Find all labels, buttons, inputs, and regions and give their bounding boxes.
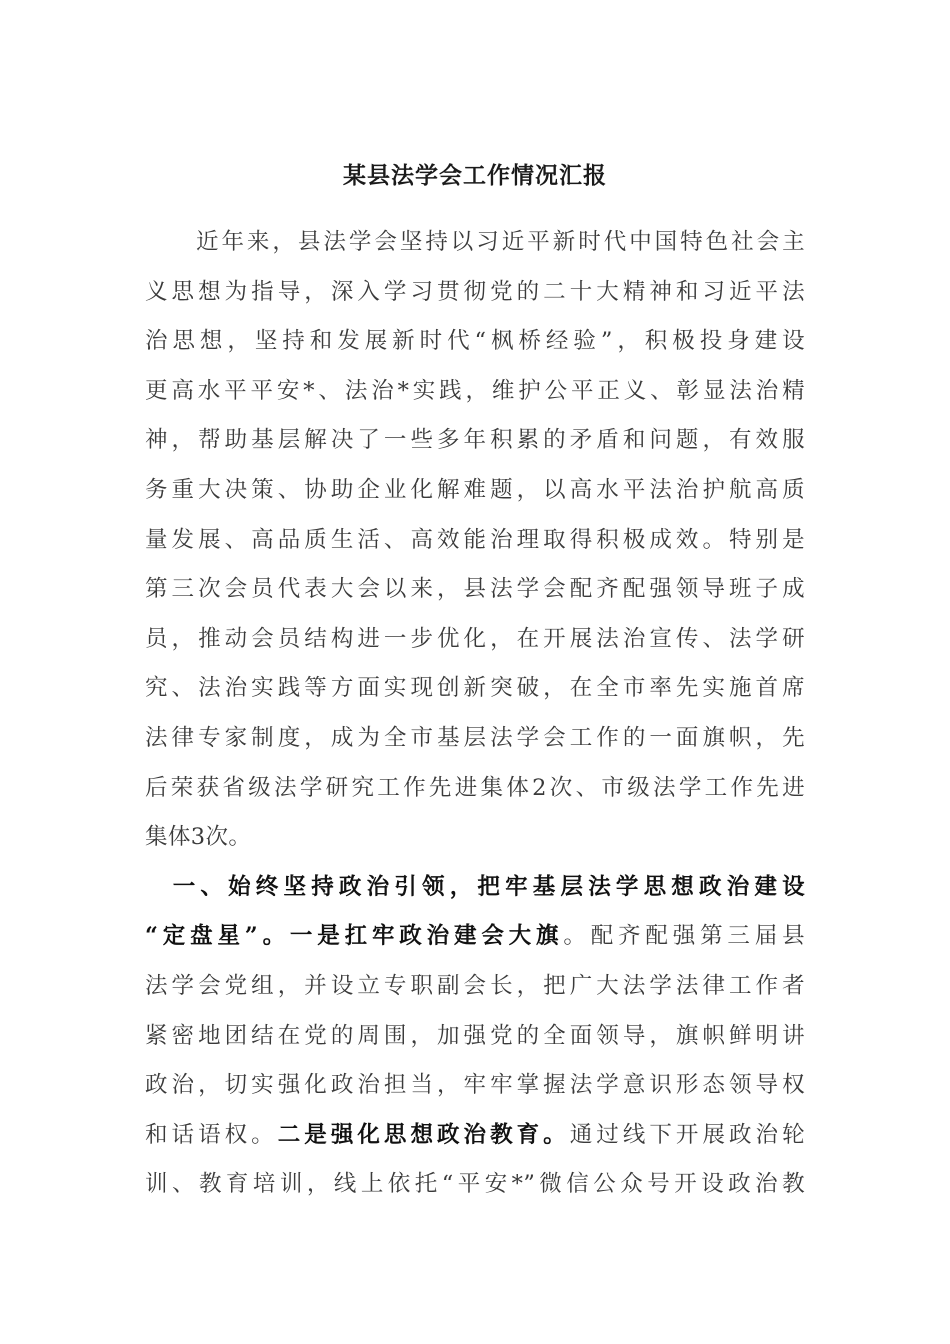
intro-line-13: 集体3次。 [145, 824, 252, 851]
section-heading-tail: 。配齐配强第三届县 [563, 923, 805, 950]
intro-line-8: 第三次会员代表大会以来，县法学会配齐配强领导班子成 [145, 576, 805, 603]
document-body [145, 218, 805, 1210]
intro-line-5: 神，帮助基层解决了一些多年积累的矛盾和问题，有效服 [145, 427, 805, 454]
section-line-1: 法学会党组，并设立专职副会长，把广大法学法律工作者 [145, 972, 805, 999]
section-mixed-bold: 二是强化思想政治教育。 [277, 1121, 570, 1148]
intro-line-11: 法律专家制度，成为全市基层法学会工作的一面旗帜，先 [145, 724, 805, 751]
section-line-3: 政治，切实强化政治担当，牢牢掌握法学意识形态领导权 [145, 1072, 805, 1099]
intro-line-7: 量发展、高品质生活、高效能治理取得积极成效。特别是 [145, 526, 805, 553]
intro-line-9: 员，推动会员结构进一步优化，在开展法治宣传、法学研 [145, 625, 805, 652]
intro-line-1: 近年来，县法学会坚持以习近平新时代中国特色社会主 [145, 229, 805, 255]
section-heading-bold: “定盘星”。一是扛牢政治建会大旗 [145, 923, 564, 950]
section-line-last: 训、教育培训，线上依托“平安*”微信公众号开设政治教 [145, 1171, 805, 1198]
intro-line-4: 更高水平平安*、法治*实践，维护公平正义、彰显法治精 [145, 377, 805, 404]
intro-line-6: 务重大决策、协助企业化解难题，以高水平法治护航高质 [145, 476, 805, 503]
section-line-mixed [145, 1111, 805, 1161]
intro-line-2: 义思想为指导，深入学习贯彻党的二十大精神和习近平法 [145, 278, 805, 305]
section-heading-line-1: 一、始终坚持政治引领，把牢基层法学思想政治建设 [145, 873, 805, 900]
section-mixed-lead: 和话语权。 [145, 1121, 278, 1148]
intro-line-3: 治思想，坚持和发展新时代“枫桥经验”，积极投身建设 [145, 328, 805, 355]
document-title: 某县法学会工作情况汇报 [343, 162, 607, 189]
section-heading-line-2 [145, 912, 805, 962]
intro-line-12: 后荣获省级法学研究工作先进集体2次、市级法学工作先进 [145, 774, 805, 801]
intro-line-10: 究、法治实践等方面实现创新突破，在全市率先实施首席 [145, 675, 805, 702]
section-mixed-tail: 通过线下开展政治轮 [569, 1121, 805, 1148]
section-line-2: 紧密地团结在党的周围，加强党的全面领导，旗帜鲜明讲 [145, 1022, 805, 1049]
